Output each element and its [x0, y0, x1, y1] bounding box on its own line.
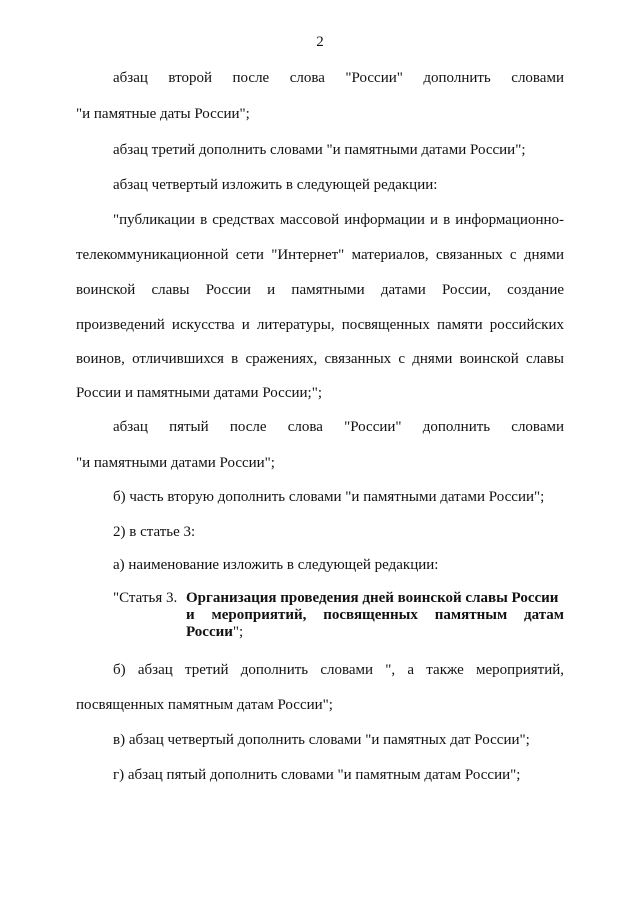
paragraph-line: воинской славы России и памятными датами России, создание	[76, 282, 564, 298]
paragraph-line: в) абзац четвертый дополнить словами "и памятных дат России";	[113, 732, 530, 748]
paragraph-line: "и памятными датами России";	[76, 455, 275, 471]
paragraph-line: абзац третий дополнить словами "и памятными датами России";	[113, 142, 526, 158]
paragraph-line: б) абзац третий дополнить словами ", а также мероприятий,	[113, 662, 564, 678]
article-title-line: и мероприятий, посвященных памятным датам	[186, 607, 564, 623]
paragraph-line: посвященных памятным датам России";	[76, 697, 333, 713]
paragraph-line: произведений искусства и литературы, посвященных памяти российских	[76, 317, 564, 333]
article-title-end: России	[186, 624, 233, 640]
paragraph-line: "и памятные даты России";	[76, 106, 250, 122]
paragraph-line: г) абзац пятый дополнить словами "и памятным датам России";	[113, 767, 521, 783]
article-prefix: "Статья 3.	[113, 590, 178, 606]
paragraph-line: телекоммуникационной сети "Интернет" материалов, связанных с днями	[76, 247, 564, 263]
paragraph-line: 2) в статье 3:	[113, 524, 196, 540]
paragraph-line: а) наименование изложить в следующей редакции:	[113, 557, 439, 573]
article-title-line: Организация проведения дней воинской славы России	[186, 590, 559, 606]
paragraph-line: абзац четвертый изложить в следующей редакции:	[113, 177, 438, 193]
paragraph-line: б) часть вторую дополнить словами "и памятными датами России";	[113, 489, 545, 505]
paragraph-line: абзац пятый после слова "России" дополнить словами	[113, 419, 564, 435]
paragraph-line: России и памятными датами России;";	[76, 385, 322, 401]
article-title-close: ";	[232, 624, 244, 640]
paragraph-line: абзац второй после слова "России" дополнить словами	[113, 70, 564, 86]
paragraph-line: воинов, отличившихся в сражениях, связанных с днями воинской славы	[76, 351, 564, 367]
article-title-line	[186, 624, 564, 641]
paragraph-line: "публикации в средствах массовой информации и в информационно-	[113, 212, 564, 228]
page-number: 2	[316, 34, 324, 50]
